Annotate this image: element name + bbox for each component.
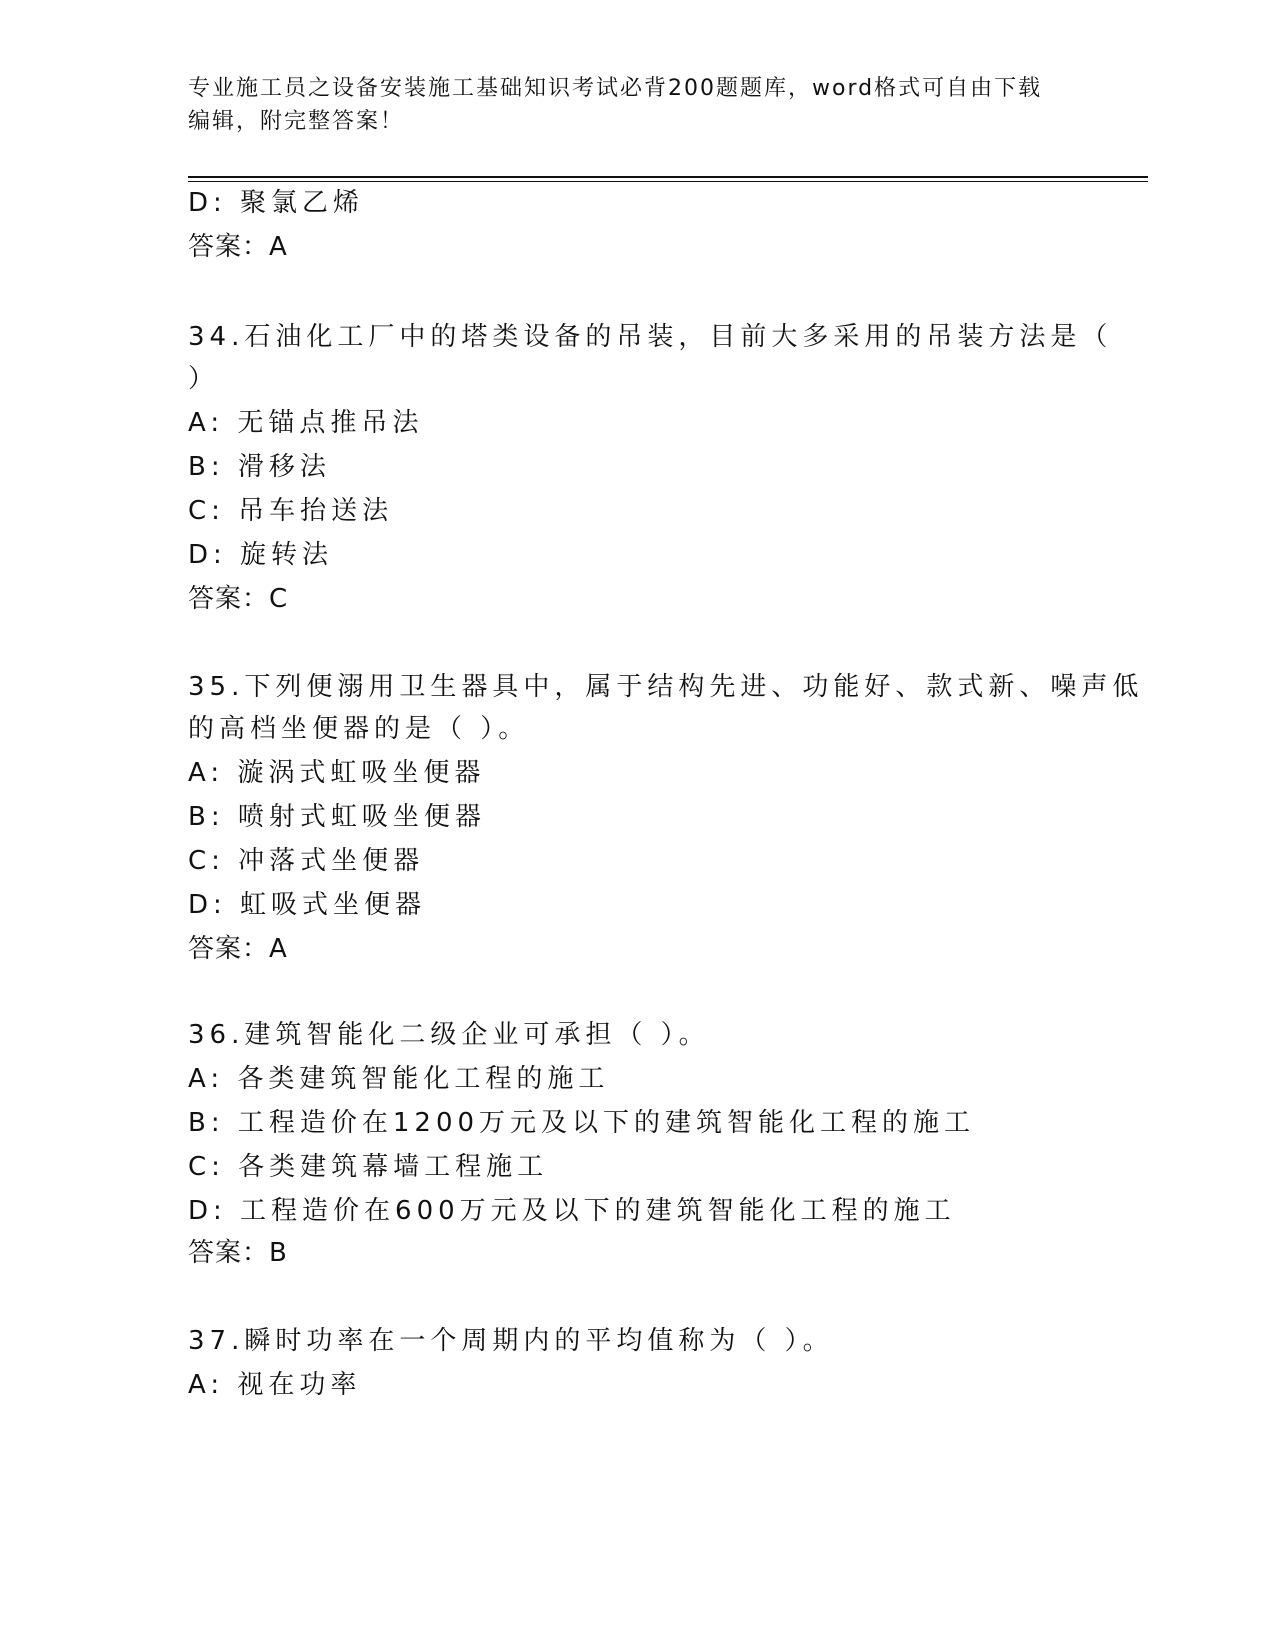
q35-option-b: B: 喷射式虹吸坐便器	[188, 802, 486, 832]
q34-answer: 答案：C	[188, 584, 289, 614]
q34-option-c: C: 吊车抬送法	[188, 496, 394, 526]
q35-option-c: C: 冲落式坐便器	[188, 846, 425, 876]
q35-answer: 答案：A	[188, 934, 288, 964]
q35-option-d: D: 虹吸式坐便器	[188, 890, 427, 920]
q36-option-b: B: 工程造价在1200万元及以下的建筑智能化工程的施工	[188, 1108, 976, 1138]
q35-option-a: A: 漩涡式虹吸坐便器	[188, 758, 486, 788]
q34-stem-line-1: 34.石油化工厂中的塔类设备的吊装，目前大多采用的吊装方法是（	[188, 322, 1113, 352]
q34-option-d: D: 旋转法	[188, 540, 334, 570]
q36-option-c: C: 各类建筑幕墙工程施工	[188, 1152, 549, 1182]
q36-option-d: D: 工程造价在600万元及以下的建筑智能化工程的施工	[188, 1196, 956, 1226]
q35-stem-line-1: 35.下列便溺用卫生器具中，属于结构先进、功能好、款式新、噪声低	[188, 672, 1144, 702]
header-divider-thick	[188, 176, 1148, 178]
q35-stem-line-2: 的高档坐便器的是（ ）。	[188, 714, 530, 744]
header-line-1: 专业施工员之设备安装施工基础知识考试必背200题题库，word格式可自由下载	[188, 76, 1043, 101]
page-header	[188, 72, 1088, 138]
q34-option-b: B: 滑移法	[188, 452, 331, 482]
q36-answer: 答案：B	[188, 1238, 288, 1268]
q34-stem-line-2: ）	[188, 364, 220, 394]
q37-stem-line-1: 37.瞬时功率在一个周期内的平均值称为（ ）。	[188, 1326, 834, 1356]
q36-option-a: A: 各类建筑智能化工程的施工	[188, 1064, 610, 1094]
q36-stem-line-1: 36.建筑智能化二级企业可承担（ ）。	[188, 1020, 710, 1050]
header-divider-thin	[188, 181, 1148, 182]
q34-option-a: A: 无锚点推吊法	[188, 408, 424, 438]
prev-option-d: D: 聚氯乙烯	[188, 188, 365, 218]
q37-option-a: A: 视在功率	[188, 1370, 362, 1400]
header-line-2: 编辑，附完整答案！	[188, 109, 405, 134]
prev-answer: 答案：A	[188, 232, 288, 262]
